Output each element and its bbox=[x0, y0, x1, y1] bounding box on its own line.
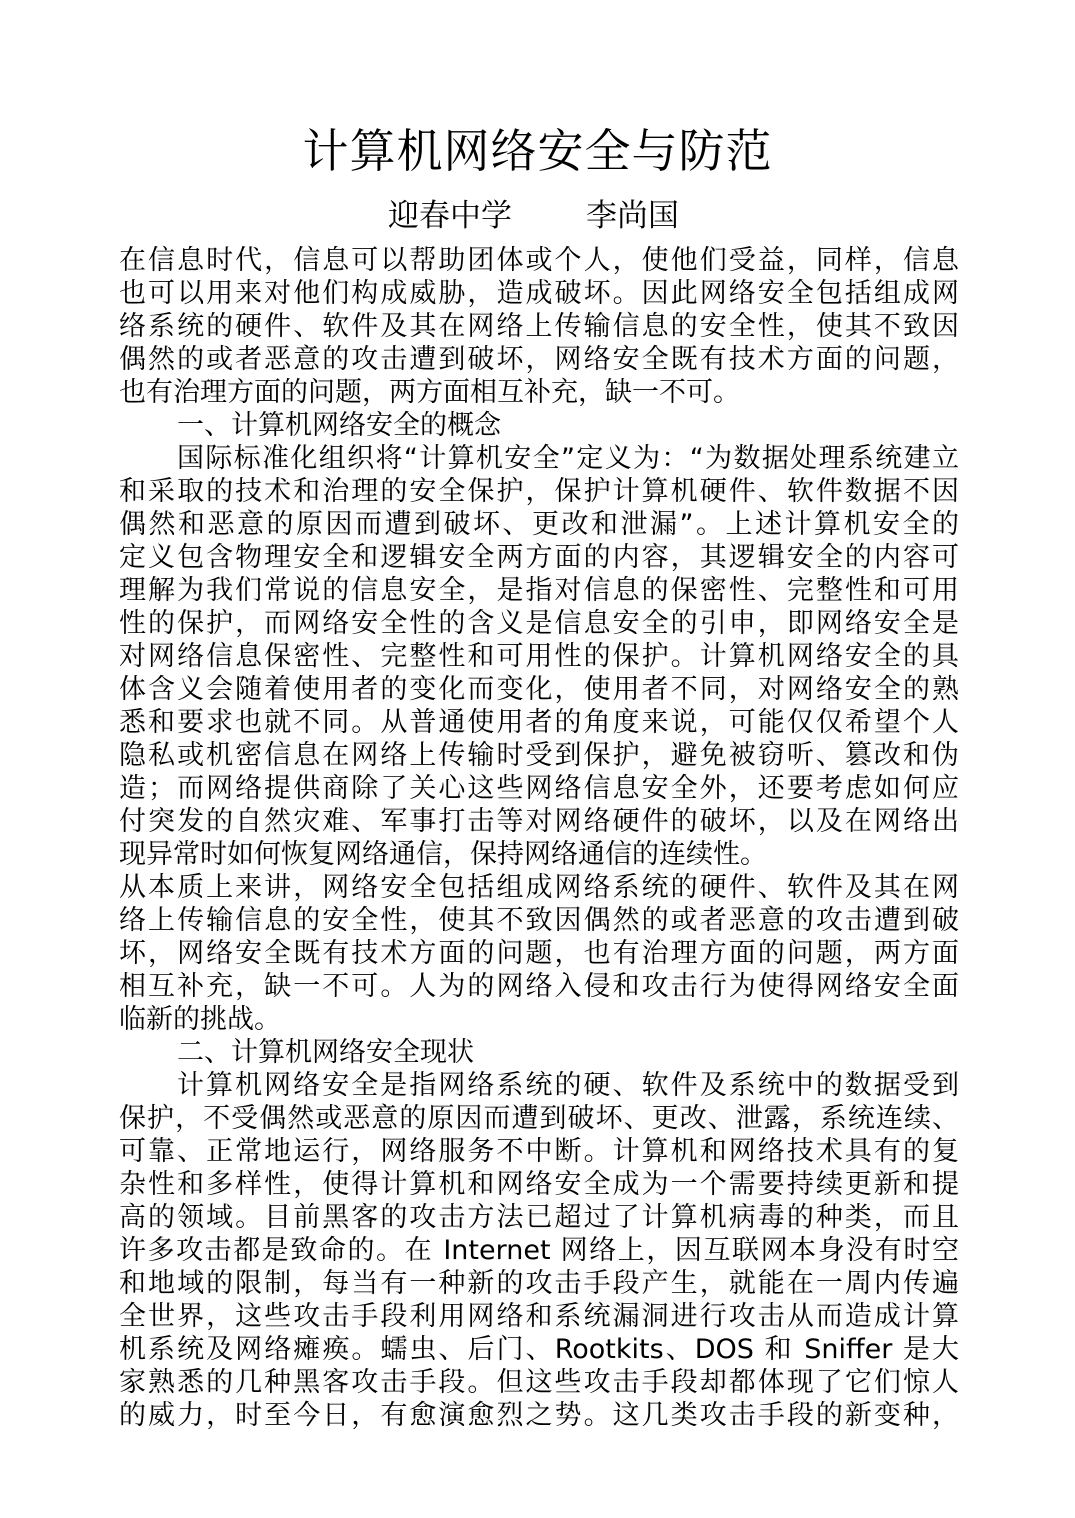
body-line: 和采取的技术和治理的安全保护，保护计算机硬件、软件数据不因 bbox=[119, 476, 959, 507]
body-line: 和地域的限制，每当有一种新的攻击手段产生，就能在一周内传遍 bbox=[119, 1268, 959, 1299]
body-line: 相互补充，缺一不可。人为的网络入侵和攻击行为使得网络安全面 bbox=[119, 971, 959, 1002]
body-line: 许多攻击都是致命的。在 Internet 网络上，因互联网本身没有时空 bbox=[119, 1235, 959, 1266]
body-line: 在信息时代，信息可以帮助团体或个人，使他们受益，同样，信息 bbox=[119, 245, 959, 276]
document-body bbox=[119, 244, 959, 1432]
body-line: 杂性和多样性，使得计算机和网络安全成为一个需要持续更新和提 bbox=[119, 1169, 959, 1200]
body-line: 坏，网络安全既有技术方面的问题，也有治理方面的问题，两方面 bbox=[119, 938, 959, 969]
body-line: 现异常时如何恢复网络通信，保持网络通信的连续性。 bbox=[119, 839, 767, 870]
body-line: 理解为我们常说的信息安全，是指对信息的保密性、完整性和可用 bbox=[119, 575, 959, 606]
body-line: 二、计算机网络安全现状 bbox=[177, 1037, 474, 1068]
body-line: 性的保护，而网络安全性的含义是信息安全的引申，即网络安全是 bbox=[119, 608, 959, 639]
body-line: 从本质上来讲，网络安全包括组成网络系统的硬件、软件及其在网 bbox=[119, 872, 959, 903]
school-name: 迎春中学 bbox=[388, 198, 512, 234]
body-line: 隐私或机密信息在网络上传输时受到保护，避免被窃听、篡改和伪 bbox=[119, 740, 959, 771]
body-line: 高的领域。目前黑客的攻击方法已超过了计算机病毒的种类，而且 bbox=[119, 1202, 959, 1233]
body-line: 保护，不受偶然或恶意的原因而遭到破坏、更改、泄露，系统连续、 bbox=[119, 1103, 959, 1134]
author-name: 李尚国 bbox=[586, 198, 679, 234]
body-line: 全世界，这些攻击手段利用网络和系统漏洞进行攻击从而造成计算 bbox=[119, 1301, 959, 1332]
document-title: 计算机网络安全与防范 bbox=[302, 124, 773, 178]
body-line: 定义包含物理安全和逻辑安全两方面的内容，其逻辑安全的内容可 bbox=[119, 542, 959, 573]
body-line: 的威力，时至今日，有愈演愈烈之势。这几类攻击手段的新变种， bbox=[119, 1400, 959, 1431]
body-line: 偶然和恶意的原因而遭到破坏、更改和泄漏”。上述计算机安全的 bbox=[119, 509, 959, 540]
body-line: 偶然的或者恶意的攻击遭到破坏，网络安全既有技术方面的问题， bbox=[119, 344, 959, 375]
body-line: 对网络信息保密性、完整性和可用性的保护。计算机网络安全的具 bbox=[119, 641, 959, 672]
body-line: 也可以用来对他们构成威胁，造成破坏。因此网络安全包括组成网 bbox=[119, 278, 959, 309]
body-line: 国际标准化组织将“计算机安全”定义为：“为数据处理系统建立 bbox=[177, 443, 959, 474]
body-line: 造；而网络提供商除了关心这些网络信息安全外，还要考虑如何应 bbox=[119, 773, 959, 804]
body-line: 络上传输信息的安全性，使其不致因偶然的或者恶意的攻击遭到破 bbox=[119, 905, 959, 936]
body-line: 悉和要求也就不同。从普通使用者的角度来说，可能仅仅希望个人 bbox=[119, 707, 959, 738]
body-line: 机系统及网络瘫痪。蠕虫、后门、Rootkits、DOS 和 Sniffer 是大 bbox=[119, 1334, 959, 1365]
body-line: 也有治理方面的问题，两方面相互补充，缺一不可。 bbox=[119, 377, 740, 408]
body-line: 可靠、正常地运行，网络服务不中断。计算机和网络技术具有的复 bbox=[119, 1136, 959, 1167]
body-line: 临新的挑战。 bbox=[119, 1004, 281, 1035]
body-line: 计算机网络安全是指网络系统的硬、软件及系统中的数据受到 bbox=[177, 1070, 959, 1101]
body-line: 付突发的自然灾难、军事打击等对网络硬件的破坏，以及在网络出 bbox=[119, 806, 959, 837]
body-line: 络系统的硬件、软件及其在网络上传输信息的安全性，使其不致因 bbox=[119, 311, 959, 342]
body-line: 家熟悉的几种黑客攻击手段。但这些攻击手段却都体现了它们惊人 bbox=[119, 1367, 959, 1398]
body-line: 一、计算机网络安全的概念 bbox=[177, 410, 501, 441]
body-line: 体含义会随着使用者的变化而变化，使用者不同，对网络安全的熟 bbox=[119, 674, 959, 705]
